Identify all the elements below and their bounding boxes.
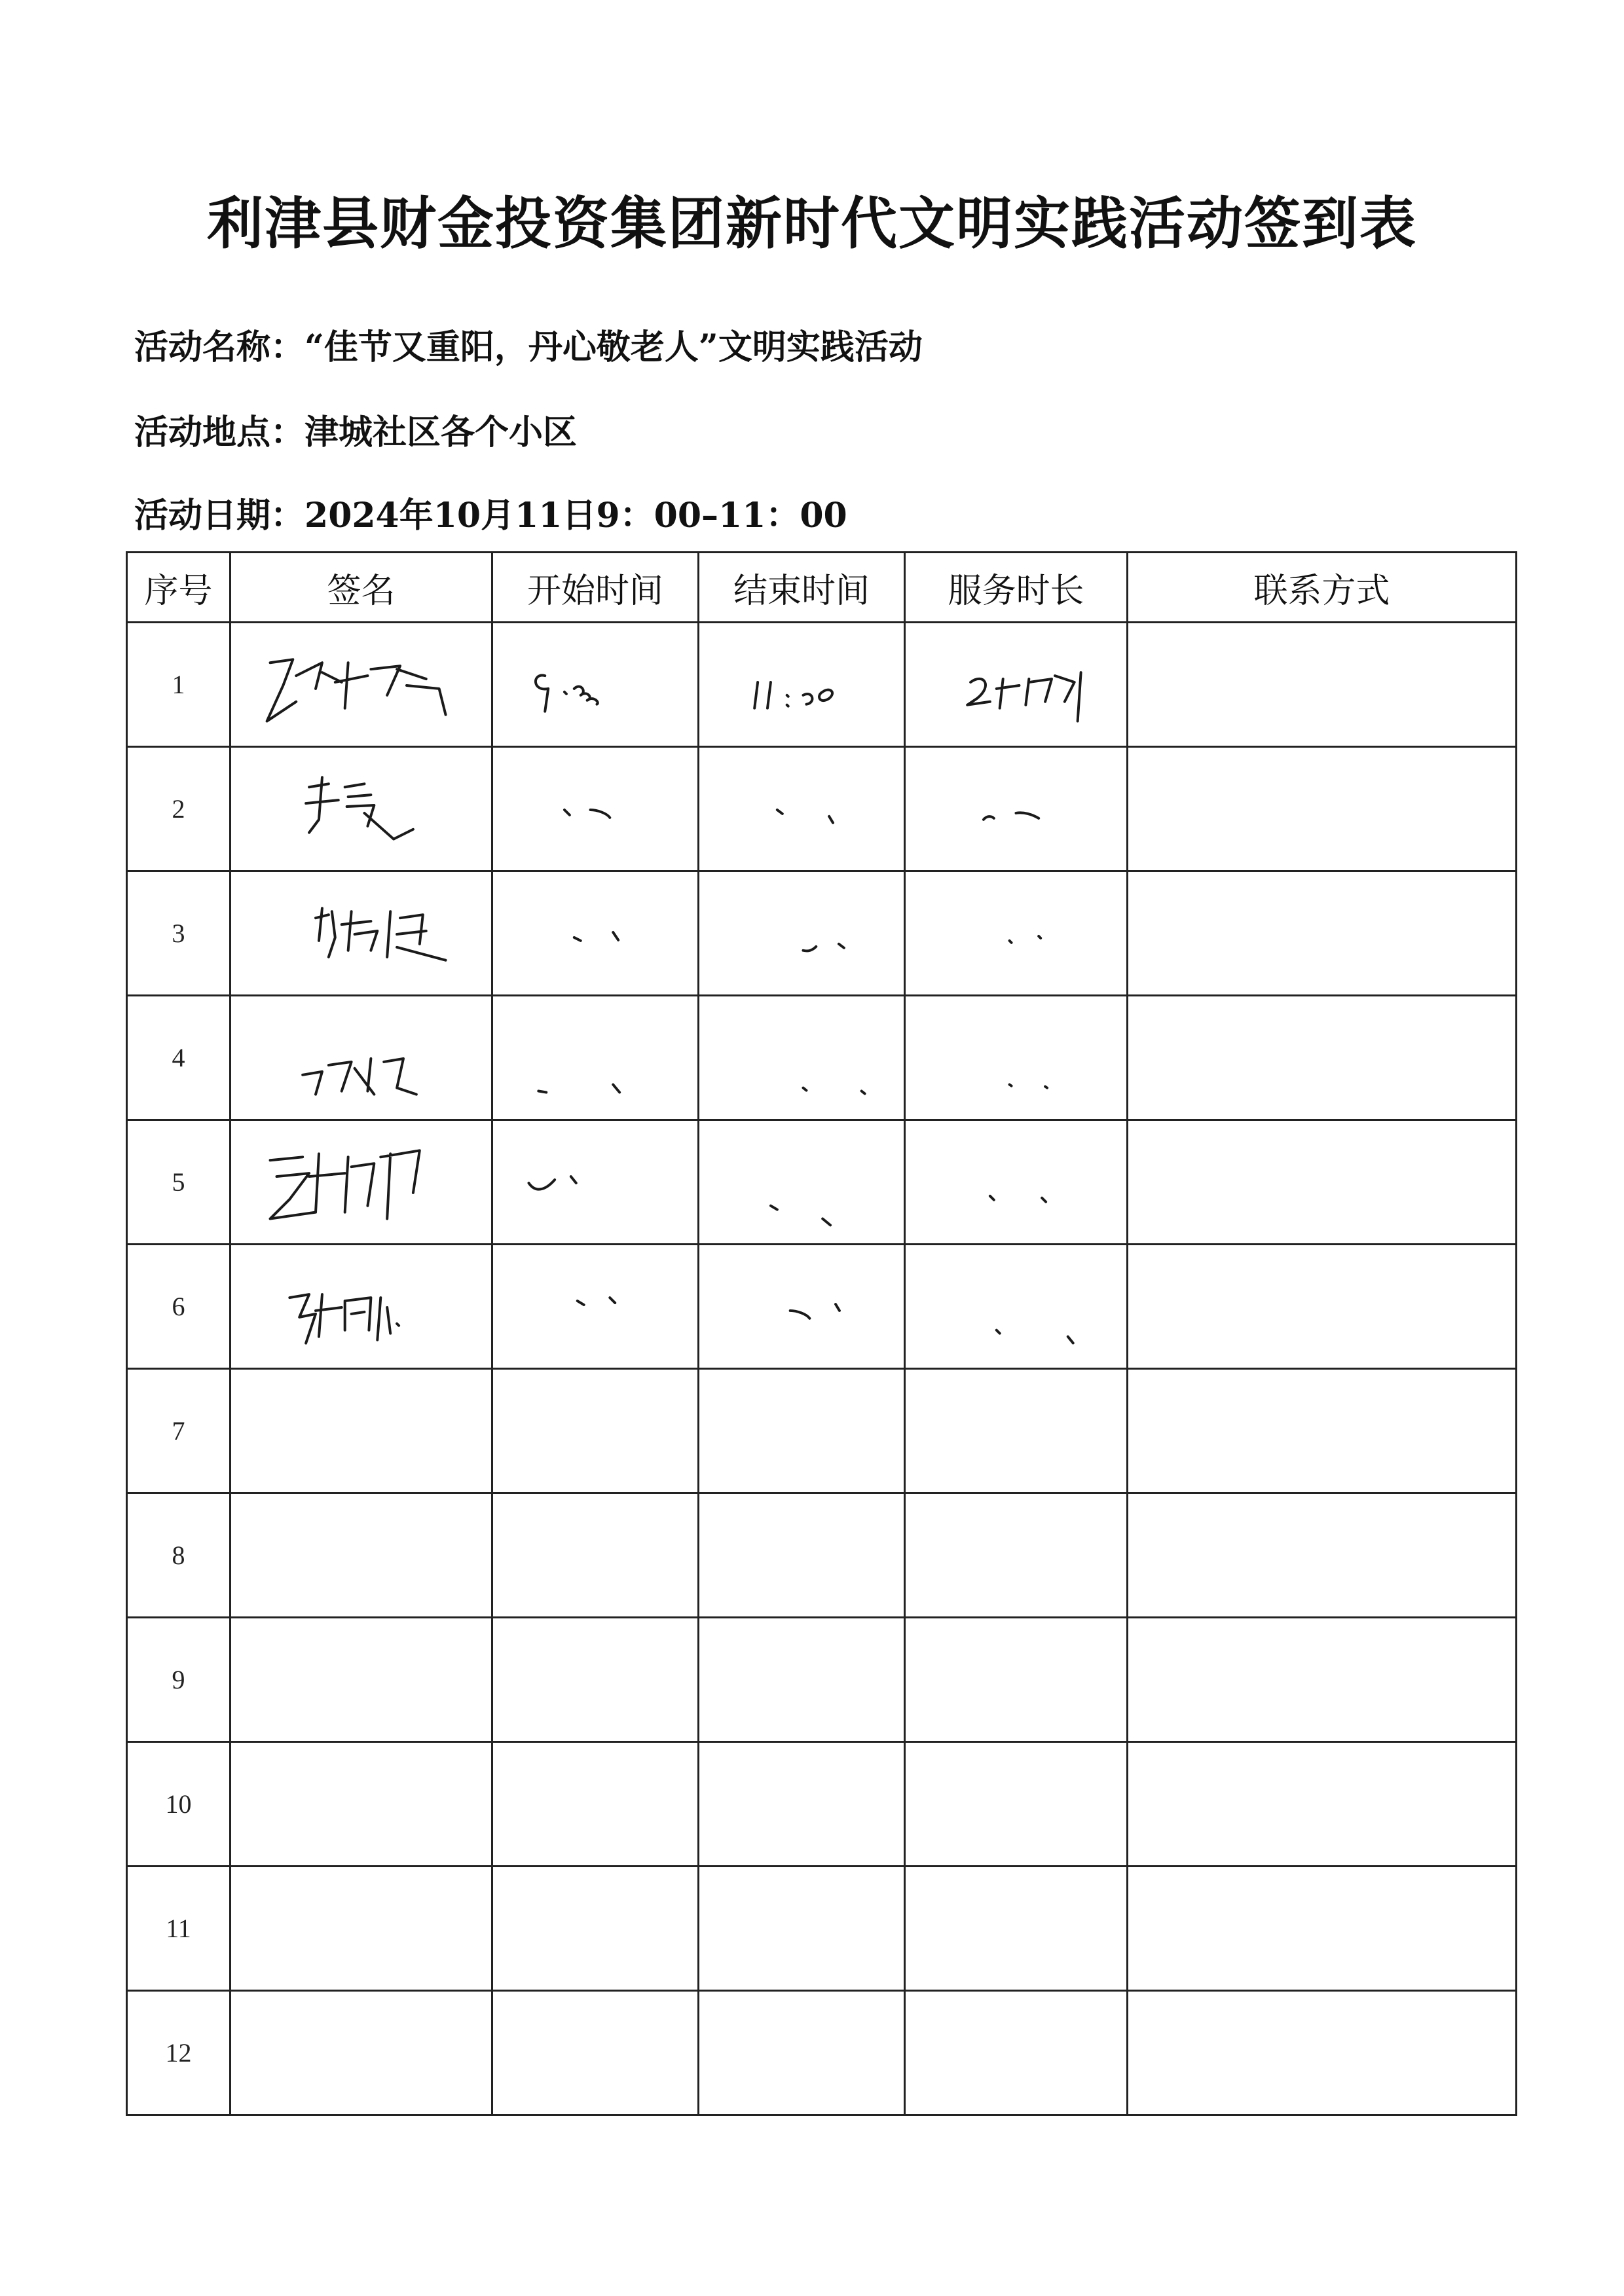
start-time-cell [492,1245,699,1369]
activity-name-label: 活动名称： [134,327,305,367]
row-number: 6 [127,1245,231,1369]
start-time-cell [492,1120,699,1245]
table-row [127,1120,1517,1245]
handwritten-ditto-mark [699,1245,904,1368]
header-contact: 联系方式 [1128,553,1517,623]
end-time-cell [699,871,905,996]
signature-cell [231,996,492,1120]
table-row [127,1618,1517,1742]
signature-cell [231,1618,492,1742]
activity-date-label: 活动日期： [134,496,305,536]
duration-cell [905,1245,1128,1369]
contact-cell [1128,871,1517,996]
signature-cell [231,1742,492,1867]
end-time-cell [699,1742,905,1867]
start-time-cell [492,996,699,1120]
end-time-cell [699,1120,905,1245]
end-time-cell [699,1867,905,1991]
signature-cell [231,1991,492,2115]
contact-cell [1128,1369,1517,1493]
start-time-cell [492,1618,699,1742]
row-number: 5 [127,1120,231,1245]
handwritten-ditto-mark [906,1245,1126,1368]
signature-cell [231,1369,492,1493]
activity-place-value: 津城社区各个小区 [304,412,578,452]
duration-cell [905,1742,1128,1867]
signature-cell [231,1120,492,1245]
table-row [127,747,1517,871]
duration-cell [905,1369,1128,1493]
start-time-cell [492,871,699,996]
duration-cell [905,996,1128,1120]
contact-cell [1128,1618,1517,1742]
row-number: 10 [127,1742,231,1867]
table-row [127,996,1517,1120]
contact-cell [1128,1245,1517,1369]
row-number: 11 [127,1867,231,1991]
end-time-cell [699,747,905,871]
end-time-cell [699,996,905,1120]
handwritten-signature [231,748,491,870]
handwritten-signature [231,623,491,746]
signature-cell [231,747,492,871]
duration-cell [905,623,1128,747]
duration-cell [905,747,1128,871]
header-start-time: 开始时间 [492,553,699,623]
signature-cell [231,1493,492,1618]
contact-cell [1128,1742,1517,1867]
handwritten-ditto-mark [906,1121,1126,1243]
contact-cell [1128,1120,1517,1245]
duration-cell [905,1991,1128,2115]
handwritten-signature [231,872,491,994]
handwritten-ditto-mark [906,872,1126,994]
contact-cell [1128,623,1517,747]
table-row [127,1493,1517,1618]
row-number: 4 [127,996,231,1120]
start-time-cell [492,1742,699,1867]
end-time-cell [699,1245,905,1369]
start-time-cell [492,1369,699,1493]
header-seq: 序号 [127,553,231,623]
activity-name-value: “佳节又重阳，丹心敬老人”文明实践活动 [304,327,923,367]
handwritten-ditto-mark [493,872,697,994]
table-row [127,623,1517,747]
table-row [127,1742,1517,1867]
contact-cell [1128,1867,1517,1991]
table-row [127,1991,1517,2115]
header-end-time: 结束时间 [699,553,905,623]
contact-cell [1128,747,1517,871]
start-time-cell [492,1867,699,1991]
handwritten-signature [231,1121,491,1243]
handwritten-ditto-mark [906,748,1126,870]
handwritten-ditto-mark [699,1121,904,1243]
signature-cell [231,623,492,747]
handwritten-end-time [699,623,904,746]
duration-cell [905,871,1128,996]
sign-in-table [126,551,1517,2116]
start-time-cell [492,1991,699,2115]
signature-cell [231,1245,492,1369]
signature-cell [231,871,492,996]
row-number: 3 [127,871,231,996]
handwritten-ditto-mark [699,996,904,1119]
table-row [127,1245,1517,1369]
table-row [127,871,1517,996]
table-row [127,1867,1517,1991]
signature-cell [231,1867,492,1991]
table-row [127,1369,1517,1493]
handwritten-signature [231,996,491,1119]
handwritten-start-time [493,623,697,746]
end-time-cell [699,1991,905,2115]
end-time-cell [699,1493,905,1618]
document-title: 利津县财金投资集团新时代文明实践活动签到表 [207,191,1417,257]
activity-date-line [134,488,847,537]
contact-cell [1128,1991,1517,2115]
contact-cell [1128,996,1517,1120]
table-header-row [127,553,1517,623]
activity-date-value: 2024年10月11日9：00–11：00 [304,496,847,536]
activity-name-line [134,319,923,369]
handwritten-duration [906,623,1126,746]
activity-place-label: 活动地点： [134,412,305,452]
handwritten-ditto-mark [493,996,697,1119]
duration-cell [905,1618,1128,1742]
start-time-cell [492,623,699,747]
end-time-cell [699,623,905,747]
handwritten-ditto-mark [906,996,1126,1119]
header-signature: 签名 [231,553,492,623]
end-time-cell [699,1618,905,1742]
start-time-cell [492,1493,699,1618]
row-number: 2 [127,747,231,871]
duration-cell [905,1120,1128,1245]
duration-cell [905,1867,1128,1991]
end-time-cell [699,1369,905,1493]
contact-cell [1128,1493,1517,1618]
row-number: 8 [127,1493,231,1618]
row-number: 7 [127,1369,231,1493]
row-number: 9 [127,1618,231,1742]
row-number: 12 [127,1991,231,2115]
handwritten-ditto-mark [493,1245,697,1368]
duration-cell [905,1493,1128,1618]
handwritten-ditto-mark [699,872,904,994]
handwritten-ditto-mark [493,748,697,870]
handwritten-signature [231,1245,491,1368]
start-time-cell [492,747,699,871]
row-number: 1 [127,623,231,747]
header-duration: 服务时长 [905,553,1128,623]
activity-place-line [134,405,577,454]
handwritten-ditto-mark [493,1121,697,1243]
handwritten-ditto-mark [699,748,904,870]
